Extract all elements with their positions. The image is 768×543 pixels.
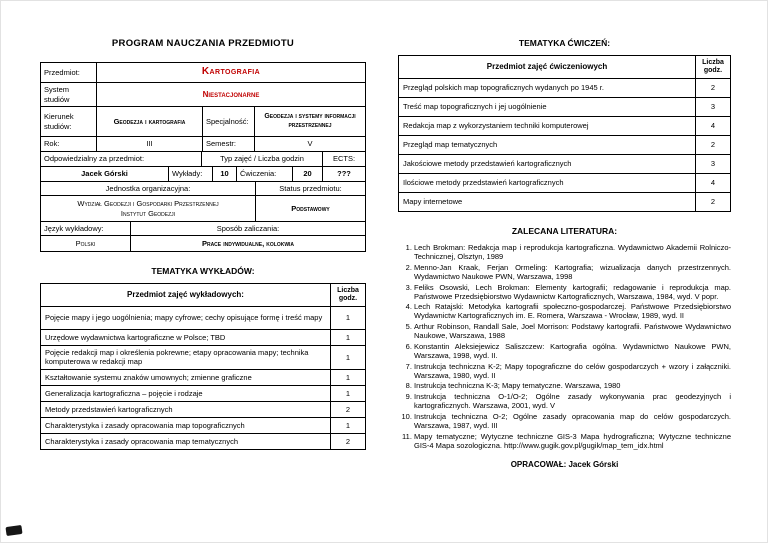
organizational-unit-line2: Instytut Geodezji bbox=[120, 208, 176, 218]
semester-value: V bbox=[307, 139, 313, 149]
literature-item: 5. Arthur Robinson, Randall Sale, Joel Morrison: Podstawy kartografii. Państwowe Wydawnictwo Naukowe, Warszawa, 1988 bbox=[414, 322, 731, 340]
table-row bbox=[41, 236, 365, 251]
exercise-hours: 4 bbox=[710, 178, 716, 188]
lectures-table bbox=[40, 283, 366, 450]
table-row bbox=[41, 137, 365, 152]
exercises-table bbox=[398, 55, 731, 212]
responsible-value: Jacek Górski bbox=[41, 167, 169, 181]
literature-item: 4. Lech Ratajski: Metodyka kartografii społeczno-gospodarczej. Państwowe Przedsiębiorstwo Wydawnictw Kartograficznych im. E. Romera, Warszawa - Wrocław, 1989, wyd. II bbox=[414, 302, 731, 320]
lecture-hours: 2 bbox=[345, 436, 351, 446]
ects-value: ??? bbox=[337, 169, 351, 179]
table-row bbox=[41, 307, 365, 330]
prepared-by-line: OPRACOWAŁ: Jacek Górski bbox=[510, 459, 619, 469]
table-row bbox=[41, 222, 365, 236]
exercise-hours: 2 bbox=[710, 197, 716, 207]
literature-item: 2. Menno-Jan Kraak, Ferjan Ormeling: Kartografia; wizualizacja danych przestrzennych. Wydawnictwo Naukowe PWN, Warszawa, 1998 bbox=[414, 263, 731, 281]
language-label: Język wykładowy: bbox=[41, 222, 131, 235]
lecture-topic: Charakterystyka i zasady opracowania map topograficznych bbox=[41, 418, 331, 433]
subject-value: Kartografia bbox=[201, 66, 261, 78]
lecture-topic: Pojęcie redakcji map i określenia pokrewne; etapy opracowania mapy; technika komputerowa w redakcji map bbox=[41, 346, 331, 369]
semester-label: Semestr: bbox=[203, 137, 255, 151]
study-system-value: Niestacjonarne bbox=[202, 89, 260, 99]
grading-method-value-cell bbox=[131, 236, 365, 251]
study-system-label: System studiów bbox=[41, 83, 97, 106]
table-row bbox=[41, 402, 365, 418]
literature-item: 9. Instrukcja techniczna O-1/O-2; Ogólne zasady wykonywania prac geodezyjnych i kartograficznych. Warszawa, 2001, wyd. V bbox=[414, 392, 731, 410]
literature-item: 10. Instrukcja techniczna O-2; Ogólne zasady opracowania map do celów gospodarczych. Warszawa, 1987, wyd. III bbox=[414, 412, 731, 430]
subject-label: Przedmiot: bbox=[41, 63, 97, 82]
lecture-hours: 1 bbox=[345, 313, 351, 323]
language-value: Polski bbox=[75, 238, 96, 248]
table-row bbox=[41, 386, 365, 402]
table-row bbox=[399, 174, 730, 193]
exercise-hours: 3 bbox=[710, 159, 716, 169]
ects-label: ECTS: bbox=[332, 154, 356, 164]
exercise-hours: 2 bbox=[710, 83, 716, 93]
exercise-topic: Redakcja map z wykorzystaniem techniki komputerowej bbox=[399, 117, 696, 135]
lecture-topic: Generalizacja kartograficzna – pojęcie i rodzaje bbox=[41, 386, 331, 401]
table-row bbox=[399, 79, 730, 98]
literature-item: 8. Instrukcja techniczna K-3; Mapy tematyczne. Warszawa, 1980 bbox=[414, 381, 731, 390]
field-of-study-value: Geodezja i kartografia bbox=[113, 116, 186, 126]
field-of-study-value-cell bbox=[97, 107, 203, 136]
field-of-study-label: Kierunek studiów: bbox=[41, 107, 97, 136]
literature-item: 6. Konstantin Aleksiejewicz Saliszczew: Kartografia ogólna. Wydawnictwo Naukowe PWN, Warszawa, 1998, wyd. II. bbox=[414, 342, 731, 360]
lectures-hours-value: 10 bbox=[213, 167, 237, 181]
table-row bbox=[399, 117, 730, 136]
lecture-hours: 1 bbox=[345, 352, 351, 362]
table-row bbox=[399, 155, 730, 174]
exercises-header-topic: Przedmiot zajęć ćwiczeniowych bbox=[399, 56, 696, 78]
subject-status-value: Podstawowy bbox=[291, 203, 330, 213]
table-row bbox=[41, 346, 365, 370]
lecture-hours: 2 bbox=[345, 404, 351, 414]
document-title: PROGRAM NAUCZANIA PRZEDMIOTU bbox=[111, 38, 295, 49]
exercises-hours-label: Ćwiczenia: bbox=[237, 167, 293, 181]
exercise-topic: Ilościowe metody przedstawień kartograficznych bbox=[399, 174, 696, 192]
subject-value-cell bbox=[97, 63, 365, 82]
exercise-hours: 3 bbox=[710, 102, 716, 112]
lectures-header-topic: Przedmiot zajęć wykładowych: bbox=[41, 284, 331, 306]
exercise-topic: Przegląd map tematycznych bbox=[399, 136, 696, 154]
lecture-topic: Urzędowe wydawnictwa kartograficzne w Polsce; TBD bbox=[41, 330, 331, 345]
exercise-topic: Jakościowe metody przedstawień kartograficznych bbox=[399, 155, 696, 173]
course-info-table bbox=[40, 62, 366, 252]
lectures-header-hours: Liczba godz. bbox=[337, 287, 359, 302]
organizational-unit-label: Jednostka organizacyjna: bbox=[41, 182, 256, 195]
exercises-section-title: TEMATYKA ĆWICZEŃ: bbox=[518, 38, 611, 48]
literature-list bbox=[398, 243, 731, 450]
table-row bbox=[399, 98, 730, 117]
lecture-topic: Pojęcie mapy i jego uogólnienia; mapy cyfrowe; cechy opisujące formę i treść mapy bbox=[41, 307, 331, 329]
table-header-row bbox=[41, 284, 365, 307]
organizational-unit-line1: Wydział Geodezji i Gospodarki Przestrzennej bbox=[77, 199, 219, 209]
lectures-hours-label: Wykłady: bbox=[169, 167, 213, 181]
lecture-topic: Metody przedstawień kartograficznych bbox=[41, 402, 331, 417]
subject-status-value-cell bbox=[256, 196, 365, 221]
exercise-hours: 4 bbox=[710, 121, 716, 131]
study-system-value-cell bbox=[97, 83, 365, 106]
literature-item: 3. Feliks Osowski, Lech Brokman: Elementy kartografii; redagowanie i reprodukcja map. Państwowe Przedsiębiorstwo Wydawnictw Kartograficznych, Warszawa, 1984, wyd. V popr. bbox=[414, 283, 731, 301]
table-row bbox=[41, 434, 365, 449]
table-row bbox=[41, 152, 365, 167]
literature-section-title: ZALECANA LITERATURA: bbox=[511, 226, 618, 236]
exercise-topic: Treść map topograficznych i jej uogólnienie bbox=[399, 98, 696, 116]
lecture-topic: Kształtowanie systemu znaków umownych; zmienne graficzne bbox=[41, 370, 331, 385]
year-value: III bbox=[97, 137, 203, 151]
specialty-label: Specjalność: bbox=[203, 107, 255, 136]
exercise-hours: 2 bbox=[710, 140, 716, 150]
lecture-hours: 1 bbox=[345, 420, 351, 430]
table-row bbox=[41, 182, 365, 196]
table-row bbox=[41, 418, 365, 434]
table-row bbox=[399, 136, 730, 155]
responsible-label: Odpowiedzialny za przedmiot: bbox=[41, 152, 202, 166]
exercise-topic: Przegląd polskich map topograficznych wydanych po 1945 r. bbox=[399, 79, 696, 97]
lecture-hours: 1 bbox=[345, 332, 351, 342]
literature-item: 7. Instrukcja techniczna K-2; Mapy topograficzne do celów gospodarczych + wzory i załączniki. Warszawa, 1980, wyd. II bbox=[414, 362, 731, 380]
organizational-unit-value-cell bbox=[41, 196, 256, 221]
table-row bbox=[41, 83, 365, 107]
lecture-hours: 1 bbox=[345, 372, 351, 382]
subject-status-label: Status przedmiotu: bbox=[279, 183, 342, 193]
lectures-section-title: TEMATYKA WYKŁADÓW: bbox=[151, 266, 255, 276]
scan-artifact-mark bbox=[5, 525, 22, 536]
literature-item: 1. Lech Brokman: Redakcja map i reprodukcja kartograficzna. Wydawnictwo Akademii Rolniczo-Technicznej, Olsztyn, 1989 bbox=[414, 243, 731, 261]
table-row bbox=[41, 167, 365, 182]
language-value-cell bbox=[41, 236, 131, 251]
table-row bbox=[41, 63, 365, 83]
year-label: Rok: bbox=[41, 137, 97, 151]
lecture-topic: Charakterystyka i zasady opracowania map tematycznych bbox=[41, 434, 331, 449]
left-column bbox=[40, 38, 366, 450]
table-header-row bbox=[399, 56, 730, 79]
lecture-hours: 1 bbox=[345, 388, 351, 398]
exercises-header-hours: Liczba godz. bbox=[702, 59, 724, 74]
table-row bbox=[41, 330, 365, 346]
specialty-value-cell bbox=[255, 107, 365, 136]
grading-method-label: Sposób zaliczania: bbox=[216, 223, 280, 233]
exercise-topic: Mapy internetowe bbox=[399, 193, 696, 211]
exercises-hours-value: 20 bbox=[293, 167, 323, 181]
table-row bbox=[41, 370, 365, 386]
literature-item: 11. Mapy tematyczne; Wytyczne techniczne GIS-3 Mapa hydrograficzna; Wytyczne techniczne GIS-4 Mapa sozologiczna. http://www.gugik.gov.pl/gugik/map_tem_idx.html bbox=[414, 432, 731, 450]
table-row bbox=[41, 196, 365, 222]
specialty-value: Geodezja i systemy informacji przestrzennej bbox=[264, 112, 356, 129]
grading-method-value: Prace indywidualne, kolokwia bbox=[201, 238, 295, 248]
table-row bbox=[41, 107, 365, 137]
class-type-hours-label: Typ zajęć / Liczba godzin bbox=[202, 152, 323, 166]
table-row bbox=[399, 193, 730, 211]
right-column bbox=[398, 38, 731, 469]
